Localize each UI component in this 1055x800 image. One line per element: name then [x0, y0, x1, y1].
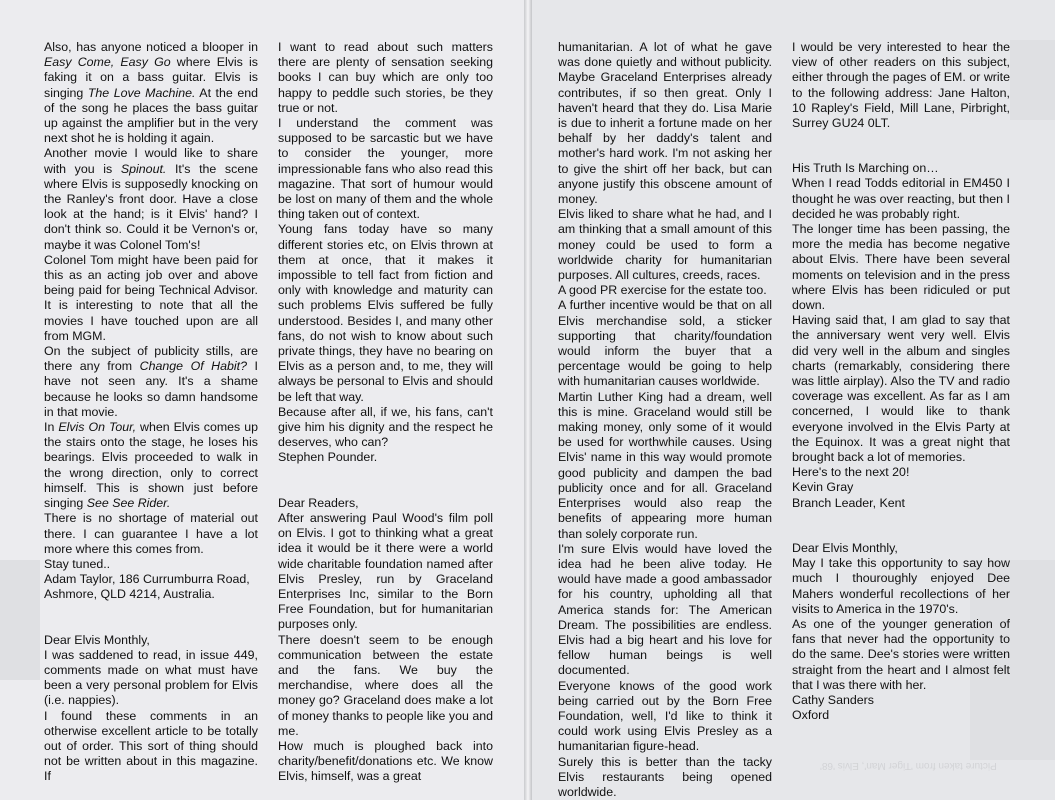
- paragraph: On the subject of publicity stills, are there any from Change Of Habit? I have not seen any. It's a shame because he looks so damn handsome in that movie.: [44, 344, 258, 419]
- letter-salutation: Dear Elvis Monthly,: [792, 540, 898, 555]
- letter-signature: Adam Taylor, 186 Currumburra Road, Ashmore, QLD 4214, Australia.: [44, 572, 250, 602]
- paragraph: How much is ploughed back into charity/benefit/donations etc. We know Elvis, himself, was a great: [278, 738, 493, 784]
- letter-salutation: Dear Readers,: [278, 495, 359, 510]
- spacer: [792, 131, 1010, 161]
- column-2: [278, 40, 493, 785]
- paragraph: In Elvis On Tour, when Elvis comes up the stairs onto the stage, he loses his bearings. Elvis proceeded to walk in the wrong direction, only to correct himself. This is shown just before singing See See Rider.: [44, 420, 258, 511]
- sign-off: Stay tuned..: [44, 556, 111, 571]
- paragraph: Elvis liked to share what he had, and I am thinking that a small amount of this money could be used to form a worldwide charity for humanitarian purposes. All cultures, creeds, races.: [558, 207, 772, 283]
- paragraph: Colonel Tom might have been paid for this as an acting job over and above being paid for being Technical Advisor. It is interesting to note that all the movies I have touched upon are all from MGM.: [44, 252, 258, 343]
- letter-salutation: Dear Elvis Monthly,: [44, 632, 150, 647]
- paragraph: Another movie I would like to share with you is Spinout. It's the scene where Elvis is supposedly knocking on the Ranley's front door. Have a close look at the hand; is it Elvis' hand? I don't think so. Could it be Vernon's or, maybe it was Colonel Tom's!: [44, 146, 258, 252]
- paragraph: There doesn't seem to be enough communication between the estate and the fans. We buy the merchandise, where does all the money go? Graceland does make a lot of money thanks to people like you and me.: [278, 632, 493, 738]
- paragraph: Also, has anyone noticed a blooper in Easy Come, Easy Go where Elvis is faking it on a bass guitar. Elvis is singing The Love Machine. At the end of the song he places the bass guitar up against the amplifier but in the very next shot he is holding it again.: [44, 40, 259, 146]
- photo-caption: Picture taken from 'Tiger Man', Elvis '68': [820, 760, 997, 771]
- letter-signature-title: Branch Leader, Kent: [792, 495, 905, 510]
- background-photo-fragment: [1010, 40, 1055, 120]
- spacer: [44, 603, 258, 633]
- paragraph: The longer time has been passing, the more the media has become negative about Elvis. There have been several moments on television and in the press where Elvis has been ridiculed or put down.: [792, 222, 1010, 313]
- paragraph: humanitarian. A lot of what he gave was done quietly and without publicity. Maybe Graceland Enterprises already contributes, if so then great. Only I haven't heard that they do. Lisa Marie is due to inherit a fortune made on her behalf by her daddy's talent and mother's hard work. I'm not asking her to give the shirt off her back, but can anyone justify this obscene amount of money.: [558, 40, 772, 207]
- letter-signature: Cathy Sanders: [792, 692, 874, 707]
- page-gutter: [524, 0, 532, 800]
- column-4: [792, 40, 1010, 723]
- letter-signature: Stephen Pounder.: [278, 450, 378, 465]
- spacer: [278, 466, 493, 496]
- background-photo-fragment: [0, 560, 40, 680]
- paragraph: I would be very interested to hear the view of other readers on this subject, either through the pages of EM. or write to the following address: Jane Halton, 10 Rapley's Field, Mill Lane, Pirbright, Surrey GU24 0LT.: [792, 40, 1010, 131]
- paragraph: Everyone knows of the good work being carried out by the Born Free Foundation, well, I'd like to think it could work using Elvis Presley as a humanitarian figure-head.: [558, 678, 772, 754]
- spacer: [792, 511, 1010, 541]
- paragraph: Having said that, I am glad to say that the anniversary went very well. Elvis did very well in the album and singles charts (remarkably, considering there was little airplay). Also the TV and radio coverage was excellent. As far as I am concerned, I would like to thank everyone involved in the Elvis Party at the Equinox. It was a great night that brought back a lot of memories.: [792, 313, 1010, 465]
- paragraph: I'm sure Elvis would have loved the idea had he been alive today. He would have made a good ambassador for his country, upholding all that America stands for: The American Dream. The possibilities are endless. Elvis had a big heart and his love for fellow human beings is well documented.: [558, 541, 772, 678]
- column-1: [44, 40, 258, 785]
- paragraph: There is no shortage of material out there. I can guarantee I have a lot more where this comes from.: [44, 511, 258, 556]
- paragraph: I found these comments in an otherwise excellent article to be totally out of order. This sort of thing should not be written about in this magazine. If: [44, 708, 258, 784]
- paragraph: As one of the younger generation of fans that never had the opportunity to do the same. Dee's stories were written straight from the heart and I almost felt that I was there with her.: [792, 616, 1010, 692]
- letter-signature-location: Oxford: [792, 708, 830, 723]
- paragraph: I want to read about such matters there are plenty of sensation seeking books I can buy which are only too happy to peddle such stories, be they true or not.: [278, 40, 493, 115]
- paragraph: A good PR exercise for the estate too.: [558, 283, 767, 298]
- paragraph: A further incentive would be that on all Elvis merchandise sold, a sticker supporting that charity/foundation would inform the buyer that a percentage would be going to help with humanitarian causes worldwide.: [558, 298, 772, 389]
- letter-heading: His Truth Is Marching on…: [792, 161, 939, 176]
- sign-off: Here's to the next 20!: [792, 465, 910, 480]
- paragraph: When I read Todds editorial in EM450 I thought he was over reacting, but then I decided he was probably right.: [792, 176, 1010, 221]
- letter-signature: Kevin Gray: [792, 480, 854, 495]
- paragraph: Young fans today have so many different stories etc, on Elvis thrown at them at once, that it makes it impossible to tell fact from fiction and only with knowledge and maturity can such problems Elvis suffered be fully understood. Besides I, and many other fans, do not wish to know about such private things, they have no bearing on Elvis as a person and, to me, they will always be personal to Elvis and should be left that way.: [278, 222, 493, 404]
- paragraph: After answering Paul Wood's film poll on Elvis. I got to thinking what a great idea it would be it there were a world wide charitable foundation named after Elvis Presley, run by Graceland Enterprises Inc, similar to the Born Free Foundation, but for humanitarian purposes only.: [278, 510, 493, 632]
- paragraph: Martin Luther King had a dream, well this is mine. Graceland would still be making money, only some of it would be used for worthwhile causes. Using Elvis' name in this way would promote good publicity and dampen the bad publicity once and for all. Graceland Enterprises would also reap the benefits of appearing more human than solely corporate run.: [558, 389, 772, 541]
- paragraph: I understand the comment was supposed to be sarcastic but we have to consider the younger, more impressionable fans who also read this magazine. That sort of humour would be lost on many of them and the whole thing taken out of context.: [278, 116, 493, 222]
- paragraph: I was saddened to read, in issue 449, comments made on what must have been a very personal problem for Elvis (i.e. nappies).: [44, 647, 258, 708]
- column-3: [558, 40, 772, 800]
- paragraph: Surely this is better than the tacky Elvis restaurants being opened worldwide.: [558, 754, 772, 799]
- paragraph: Because after all, if we, his fans, can't give him his dignity and the respect he deserves, who can?: [278, 404, 493, 450]
- paragraph: May I take this opportunity to say how much I thouroughly enjoyed Dee Mahers wonderful recollections of her visits to America in the 1970's.: [792, 556, 1010, 616]
